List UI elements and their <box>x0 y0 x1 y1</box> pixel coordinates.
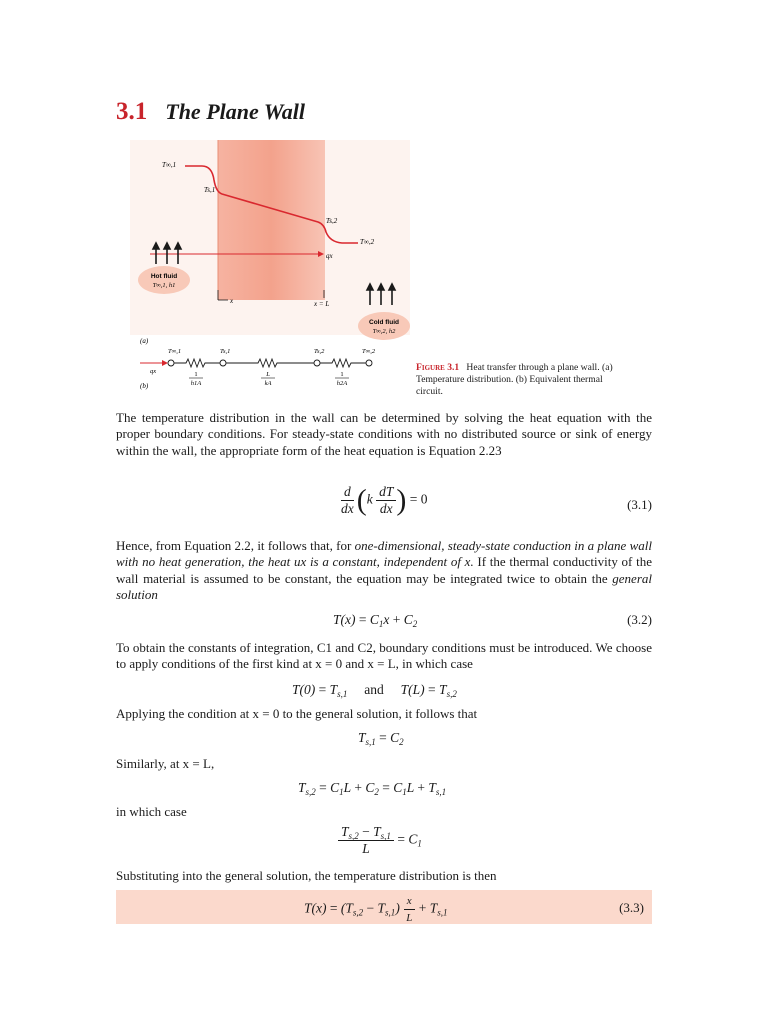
label-x: x <box>230 297 234 305</box>
section-title: The Plane Wall <box>165 99 305 124</box>
r3-denominator: h2A <box>336 380 348 387</box>
bc-and: and <box>364 682 384 697</box>
cold-fluid-blob <box>358 312 410 340</box>
paragraph-5: Similarly, at x = L, <box>116 756 215 771</box>
circuit-label-t-inf-1: T∞,1 <box>168 348 182 355</box>
circuit-label-t-s-2: Ts,2 <box>314 348 325 355</box>
hot-fluid-props: T∞,1, h1 <box>152 282 176 289</box>
r1-denominator: h1A <box>190 380 202 387</box>
label-t-s-2: Ts,2 <box>326 217 338 225</box>
equation-3-1-number: (3.1) <box>627 497 652 512</box>
paragraph-3: To obtain the constants of integration, C1 and C2, boundary conditions must be introduced. We choose to apply conditions of the first kind at x = 0 and x = L, in which case <box>116 640 652 672</box>
paragraph-6: in which case <box>116 804 187 819</box>
paragraph-7: Substituting into the general solution, the temperature distribution is then <box>116 868 497 883</box>
section-number: 3.1 <box>116 98 148 125</box>
equation-3-1: $\frac{d}{dx}$ (k $\frac{dT}{dx}$ ) = 0 <box>341 483 428 517</box>
paragraph-2-italic: one-dimensional, steady-state conduction in a plane wall with no heat generation, the heat ux is a constant, independent of x. <box>116 538 652 570</box>
paragraph-2-a: Hence, from Equation 2.2, it follows that, for <box>116 538 355 553</box>
circuit-qx-label: qx <box>150 368 157 375</box>
figure-caption-label: Figure 3.1 <box>416 362 460 373</box>
cold-fluid-props: T∞,2, h2 <box>372 328 396 335</box>
equation-c1: $\frac{T_{s,2} - T_{s,1}}{L}$ = $C_1$ <box>338 824 422 857</box>
circuit-qx-arrowhead <box>162 360 168 366</box>
section-heading <box>116 98 305 126</box>
paragraph-2-italic-2: general solution <box>116 570 652 602</box>
resistor-3 <box>320 359 366 367</box>
resistor-2 <box>226 359 314 367</box>
label-x-eq-L: x = L <box>314 300 330 308</box>
panel-a-label: (a) <box>140 337 149 345</box>
r2-denominator: kA <box>264 380 272 387</box>
equation-ts1-c2: $T_{s,1} = C_2$ <box>358 730 404 747</box>
circuit-label-t-inf-2: T∞,2 <box>362 348 376 355</box>
figure-plane-wall <box>110 140 410 398</box>
panel-b-label: (b) <box>140 382 149 390</box>
hot-fluid-blob <box>138 266 190 294</box>
node-t-inf-1 <box>168 360 174 366</box>
equation-3-2: $T(x) = C_1x + C_2$ <box>333 612 418 629</box>
circuit-label-t-s-1: Ts,1 <box>220 348 231 355</box>
equation-3-2-number: (3.2) <box>627 612 652 627</box>
paragraph-2-b: If the thermal conductivity of the wall material is assumed to be constant, the equation may be integrated twice to obtain the <box>116 554 652 586</box>
node-t-s-2 <box>314 360 320 366</box>
label-t-inf-2: T∞,2 <box>360 238 375 246</box>
label-t-s-1: Ts,1 <box>204 186 216 194</box>
paragraph-4: Applying the condition at x = 0 to the general solution, it follows that <box>116 706 478 721</box>
r2-numerator: L <box>266 371 270 378</box>
equation-3-3: $T(x) = (T_{s,2} - T_{s,1})$ $\frac{x}{L}$ + $T_{s,1}$ <box>304 895 448 924</box>
hot-fluid-title: Hot fluid <box>150 273 178 280</box>
paragraph-2 <box>116 538 652 603</box>
resistor-1 <box>174 359 220 367</box>
boundary-conditions: $T(0) = T_{s,1}$ and $T(L) = T_{s,2}$ <box>292 682 457 699</box>
paragraph-1: The temperature distribution in the wall can be determined by solving the heat equation with the proper boundary conditions. For steady-state conditions with no distributed source or sink of energy within the wall, the appropriate form of the heat equation is Equation 2.23 <box>116 410 652 458</box>
r1-numerator: 1 <box>194 371 198 378</box>
node-t-inf-2 <box>366 360 372 366</box>
label-t-inf-1: T∞,1 <box>162 161 177 169</box>
cold-fluid-title: Cold fluid <box>369 319 399 326</box>
figure-caption-text: Heat transfer through a plane wall. (a) Temperature distribution. (b) Equivalent thermal circuit. <box>416 362 613 397</box>
label-qx: qx <box>326 252 333 260</box>
r3-numerator: 1 <box>340 371 344 378</box>
node-t-s-1 <box>220 360 226 366</box>
thermal-circuit <box>140 348 376 387</box>
figure-caption <box>416 362 616 398</box>
equation-ts2: $T_{s,2} = C_1L + C_2 = C_1L + T_{s,1}$ <box>298 780 447 797</box>
equation-3-3-number: (3.3) <box>619 900 644 915</box>
